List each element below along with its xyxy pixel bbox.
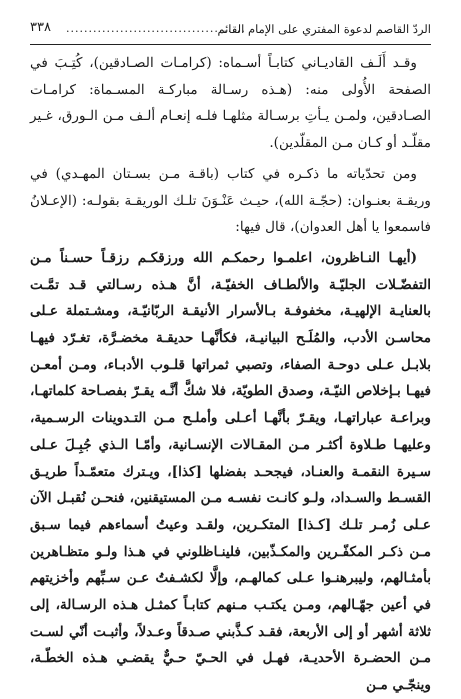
paragraph-hujjat-allah: ومن تحدّياته ما ذكـره في كتاب (باقـة مـن بسـتان المهـدي) في وريقـة بعنـوان: (حجّـة الله)، حيـث عَنْـوَنَ تلـك الوريقـة بقولـه: (الإعـلانُ فاسمعوا يا أهل العدوان)، قال فيها: [30, 165, 431, 236]
header-title: الردّ القاصم لدعوة المفتري على الإمام القائم [217, 22, 431, 36]
body-text [30, 50, 431, 699]
book-page [30, 14, 431, 694]
paragraph-karamat-sadiqin: وقـد أَلَـف القاديـاني كتابـاً أسـماه: (كرامـات الصـادقين)، كُتِـبَ في الصفحة الأُولى منه: (هـذه رسـالة مباركـة المسـماة: كرامـات الصـادقين، ولمـن يـأتِ برسـالة مثلهـا فلـه إنعـام ألـف مـن الـورق، غـير مقلّـد أو كـان مـن المقلّدين). [30, 55, 431, 152]
running-header [30, 14, 431, 40]
page-number: ٣٣٨ [30, 20, 51, 35]
header-divider [30, 44, 431, 45]
paragraph-quoted-challenge: (أيهـا النـاظرون، اعلمـوا رحمكـم الله ورزقكـم رزقـاً حسـناً مـن التفضّـلات الجليّـة والألطـاف الخفيّـة، أنَّ هـذه رسـالتي قـد تمَّـت بالعنايـة الإلهيـة، مخفوفـة بـالأسرار الأنيقـة الربّانيّـة، ومشـتملة عـلى محاسـن الأدب، والمُلَـح البيانيـة، فكأنَّهـا حديقـة مخضـرَّة، تغـرّد فيهـا بلابـل عـلى دوحـة الصفاء، وتصبي ثمراتها قلـوب الأدبـاء، ومـن أمعـن فيهـا بـإخلاص النيّـة، وصدق الطويّة، فلا شكَّ أنَّـه يقـرّ بفصـاحة كلماتهـا، وبراعـة عباراتهـا، ويقـرّ بأنَّهـا أعـلى وأملـح مـن التـدوينات الرسـمية، وعليهـا طـلاوة أكثـر مـن المقـالات الإنسـانية، وأمّـا الـذي جُبِـلَ عـلى سـيرة النقمـة والعنـاد، فيجحـد بفضلها [كذا]، ويـترك متعمّـداً طريـق القسـط والسـداد، ولـو كانـت نفسـه مـن المستيقنين، فنحـن نُقبـل الآن عـلى زُمـر تلـك [كـذا] المتكـرين، ولقـد وعيتُ أسماءهم فيما سـبق مـن ذكـر المكفّـرين والمكـذّبين، فلينـاظلوني في هـذا ولـو متظـاهرين بأمثـالهم، وليبرهنـوا عـلى كمالهـم، وإلَّا لكشـفتُ عـن سـبِّهم وأخزيتهم في أعين جهّـالهم، ومـن يكتـب مـنهم كتابـاً كمثـل هـذه الرسـالة، إلى ثلاثة أشهر أو إلى الأربعة، فقـد كـذَّبني صـدقاً وعـدلاً، وأثبـت أنّي لسـت مـن الحضـرة الأحديـة، فهـل في الحـيّ حـيٌّ يقضـي هـذه الخطّـة، وينجّـي مـن [30, 249, 431, 694]
header-leader-dots: ........................................ [66, 22, 246, 35]
